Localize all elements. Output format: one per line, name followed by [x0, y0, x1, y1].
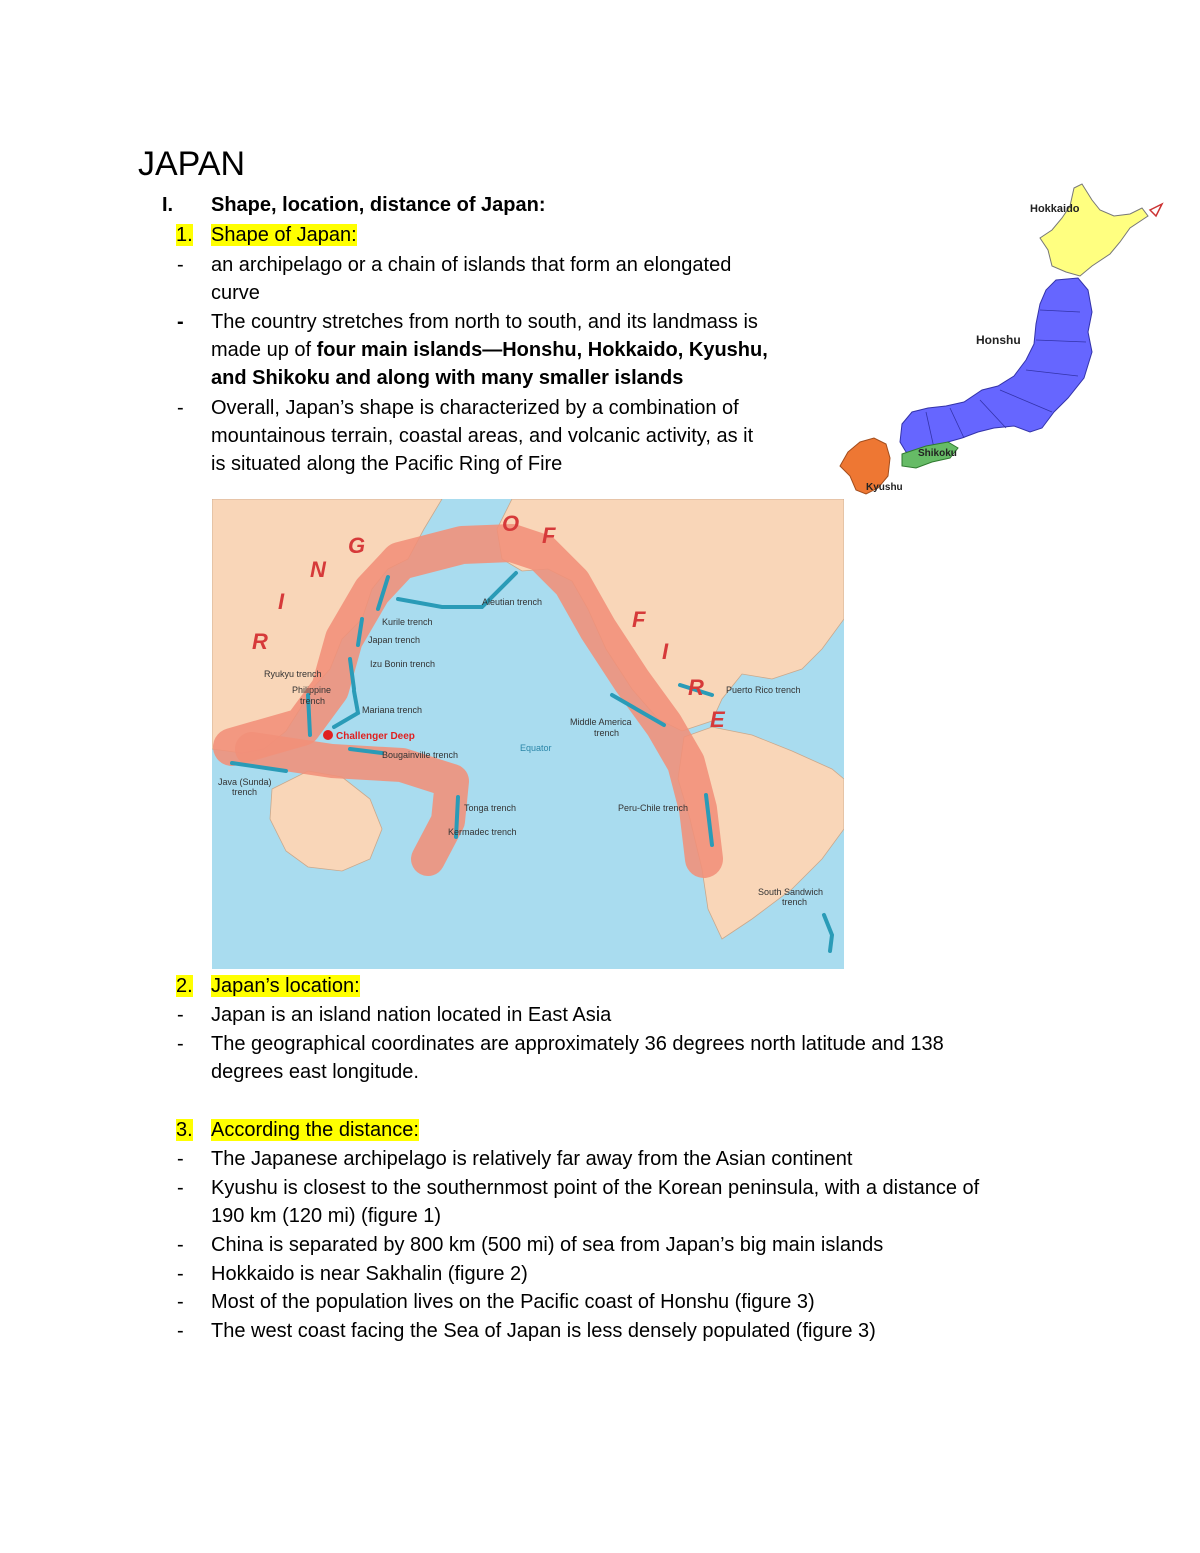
ring-letter: F	[632, 607, 646, 632]
paragraph-line: The west coast facing the Sea of Japan is less densely populated (figure 3)	[211, 1320, 876, 1342]
java-trench-label: Java (Sunda)	[218, 777, 272, 787]
bullet-dash: -	[177, 1291, 184, 1313]
bougainville-trench-label: Bougainville trench	[382, 750, 459, 760]
puerto-rico-trench-label: Puerto Rico trench	[726, 685, 801, 695]
japan-trench-label: Japan trench	[368, 635, 421, 645]
page-title: JAPAN	[138, 145, 246, 183]
paragraph-line: The Japanese archipelago is relatively far away from the Asian continent	[211, 1148, 853, 1170]
paragraph-line: is situated along the Pacific Ring of Fire	[211, 453, 563, 475]
middle-america-trench-label: trench	[594, 728, 620, 738]
subsection-heading: According the distance:	[211, 1119, 419, 1141]
peru-chile-trench-label: Peru-Chile trench	[618, 803, 689, 813]
section-number: I.	[162, 194, 174, 216]
paragraph-line: and Shikoku and along with many smaller islands	[211, 367, 684, 389]
paragraph-line: The country stretches from north to south, and its landmass is	[211, 311, 758, 333]
tonga-trench-label: Tonga trench	[464, 803, 517, 813]
ring-letter: F	[542, 523, 556, 548]
izu-trench-label: Izu Bonin trench	[370, 659, 436, 669]
ring-letter: I	[278, 589, 285, 614]
challenger-deep-label: Challenger Deep	[336, 731, 415, 742]
bullet-dash: -	[177, 254, 184, 276]
shikoku-label: Shikoku	[918, 448, 957, 459]
bullet-dash: -	[177, 1263, 184, 1285]
bullet-dash: -	[177, 1033, 184, 1055]
paragraph-line: 190 km (120 mi) (figure 1)	[211, 1205, 442, 1227]
honshu-island	[900, 278, 1092, 456]
bullet-dash: -	[177, 1177, 184, 1199]
paragraph-line: made up of four main islands—Honshu, Hokkaido, Kyushu,	[211, 339, 768, 361]
bullet-dash: -	[177, 1234, 184, 1256]
ring-letter: O	[502, 511, 520, 536]
section-heading: Shape, location, distance of Japan:	[211, 194, 546, 216]
kermadec-trench-label: Kermadec trench	[448, 827, 517, 837]
kurile-trench-label: Kurile trench	[382, 617, 433, 627]
south-sandwich-trench-label: trench	[782, 897, 808, 907]
paragraph-line: China is separated by 800 km (500 mi) of sea from Japan’s big main islands	[211, 1234, 884, 1256]
ring-letter: G	[348, 533, 366, 558]
paragraph-line: Japan is an island nation located in East Asia	[211, 1004, 612, 1026]
hokkaido-island	[1040, 184, 1148, 276]
ring-letter: E	[710, 707, 725, 732]
equator-label: Equator	[520, 743, 552, 753]
philippine-trench-label: Philippine	[292, 685, 332, 695]
hokkaido-label: Hokkaido	[1030, 203, 1080, 215]
paragraph-line: degrees east longitude.	[211, 1061, 419, 1083]
japan-islands-map	[830, 180, 1170, 500]
ryukyu-trench-label: Ryukyu trench	[264, 669, 322, 679]
kyushu-label: Kyushu	[866, 482, 903, 493]
subsection-number: 1.	[176, 224, 193, 246]
paragraph-line: Overall, Japan’s shape is characterized by a combination of	[211, 397, 739, 419]
philippine-trench-label: trench	[300, 696, 326, 706]
bullet-dash: -	[177, 1004, 184, 1026]
ring-letter: R	[688, 675, 704, 700]
honshu-label: Honshu	[976, 333, 1021, 347]
south-sandwich-trench-label: South Sandwich	[758, 887, 824, 897]
ring-letter: I	[662, 639, 669, 664]
bullet-dash: -	[177, 311, 184, 333]
paragraph-line: curve	[211, 282, 260, 304]
paragraph-line: mountainous terrain, coastal areas, and volcanic activity, as it	[211, 425, 754, 447]
subsection-heading: Japan’s location:	[211, 975, 360, 997]
ring-of-fire-map	[212, 499, 844, 969]
ring-letter: R	[252, 629, 268, 654]
java-trench-label: trench	[232, 787, 258, 797]
paragraph-line: Kyushu is closest to the southernmost point of the Korean peninsula, with a distance of	[211, 1177, 980, 1199]
ring-letter: N	[310, 557, 326, 582]
bullet-dash: -	[177, 397, 184, 419]
paragraph-line: Hokkaido is near Sakhalin (figure 2)	[211, 1263, 528, 1285]
mariana-trench-label: Mariana trench	[362, 705, 423, 715]
paragraph-line: The geographical coordinates are approximately 36 degrees north latitude and 138	[211, 1033, 944, 1055]
challenger-deep-marker	[323, 730, 333, 740]
bullet-dash: -	[177, 1320, 184, 1342]
bullet-dash: -	[177, 1148, 184, 1170]
subsection-heading: Shape of Japan:	[211, 224, 357, 246]
middle-america-trench-label: Middle America	[570, 717, 632, 727]
subsection-number: 3.	[176, 1119, 193, 1141]
paragraph-line: an archipelago or a chain of islands that form an elongated	[211, 254, 732, 276]
paragraph-line: Most of the population lives on the Pacific coast of Honshu (figure 3)	[211, 1291, 815, 1313]
aleutian-trench-label: Aleutian trench	[482, 597, 543, 607]
subsection-number: 2.	[176, 975, 193, 997]
